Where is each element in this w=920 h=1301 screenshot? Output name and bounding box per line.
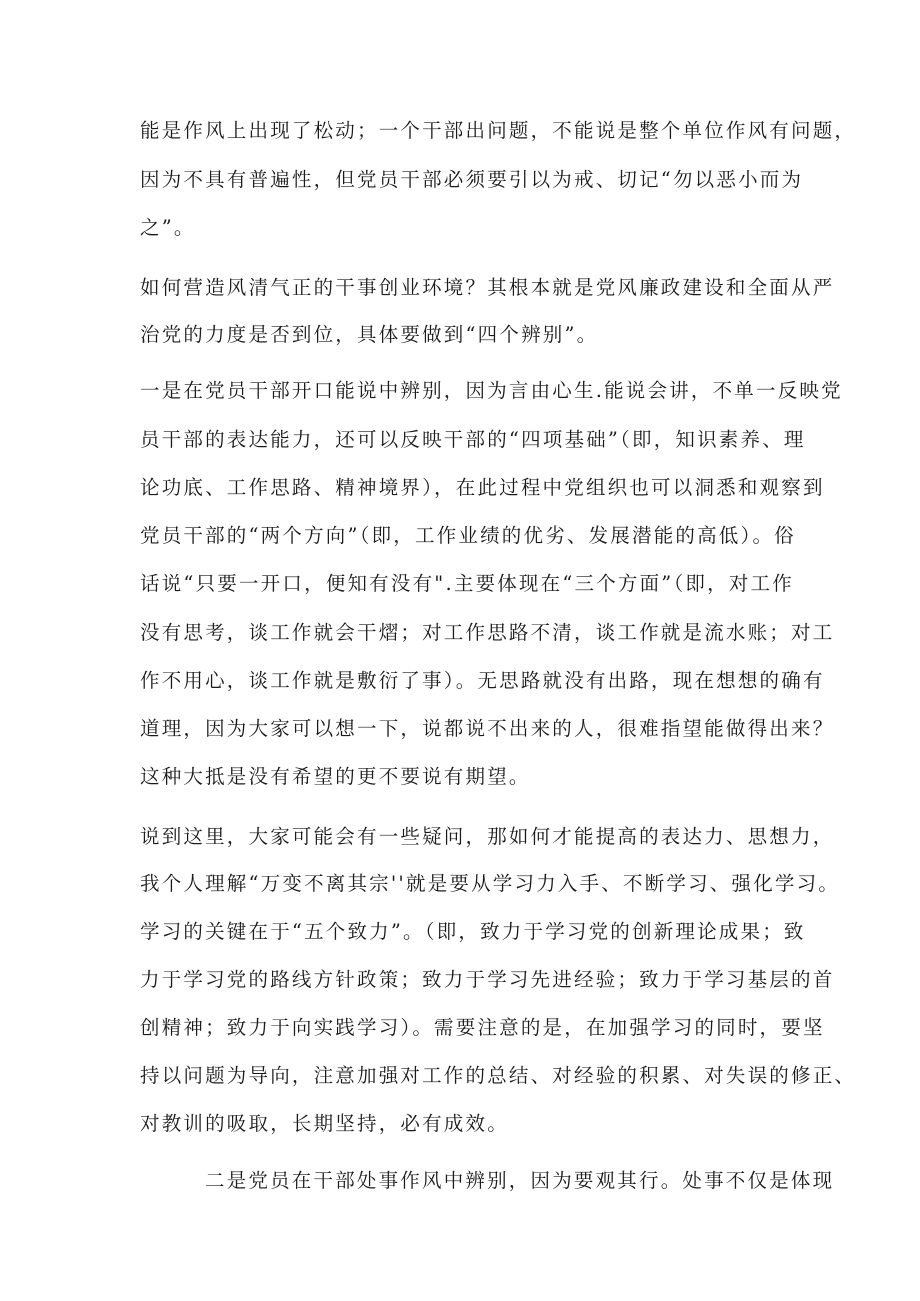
text-line: 持以问题为导向，注意加强对工作的总结、对经验的积累、对失误的修正、 <box>140 1064 857 1087</box>
text-line: 党员干部的“两个方向”（即，工作业绩的优劣、发展潜能的高低）。俗 <box>140 524 796 547</box>
text-line: 力于学习党的路线方针政策；致力于学习先进经验；致力于学习基层的首 <box>140 968 835 991</box>
text-line: 创精神；致力于向实践学习）。需要注意的是，在加强学习的同时，要坚 <box>140 1016 825 1039</box>
text-line: 能是作风上出现了松动；一个干部出问题，不能说是整个单位作风有问题， <box>140 119 857 142</box>
text-line: 对教训的吸取，长期坚持，必有成效。 <box>140 1112 509 1135</box>
text-line: 这种大抵是没有希望的更不要说有期望。 <box>140 765 531 788</box>
text-line: 之”。 <box>140 216 196 239</box>
text-line: 一是在党员干部开口能说中辨别，因为言由心生.能说会讲，不单一反映党 <box>140 379 843 402</box>
text-line: 我个人理解“万变不离其宗''就是要从学习力入手、不断学习、强化学习。 <box>140 872 840 895</box>
text-line: 论功底、工作思路、精神境界），在此过程中党组织也可以洞悉和观察到 <box>140 476 825 499</box>
text-line: 因为不具有普遍性，但党员干部必须要引以为戒、切记“勿以恶小而为 <box>140 168 804 191</box>
text-line: 二是党员在干部处事作风中辨别，因为要观其行。处事不仅是体现 <box>205 1169 835 1192</box>
text-line: 员干部的表达能力，还可以反映干部的“四项基础”（即，知识素养、理 <box>140 428 806 451</box>
text-line: 道理，因为大家可以想一下，说都说不出来的人，很难指望能做得出来？ <box>140 717 835 740</box>
text-line: 说到这里，大家可能会有一些疑问，那如何才能提高的表达力、思想力， <box>140 825 835 848</box>
text-line: 如何营造风清气正的干事创业环境？其根本就是党风廉政建设和全面从严 <box>140 276 835 299</box>
text-line: 学习的关键在于“五个致力”。（即，致力于学习党的创新理论成果；致 <box>140 920 806 943</box>
text-line: 作不用心，谈工作就是敷衍了事）。无思路就没有出路，现在想想的确有 <box>140 669 825 692</box>
text-line: 治党的力度是否到位，具体要做到“四个辨别”。 <box>140 323 599 346</box>
text-line: 话说“只要一开口，便知有没有".主要体现在“三个方面”（即，对工作 <box>140 572 794 595</box>
text-line: 没有思考，谈工作就会干熠；对工作思路不清，谈工作就是流水账；对工 <box>140 621 835 644</box>
